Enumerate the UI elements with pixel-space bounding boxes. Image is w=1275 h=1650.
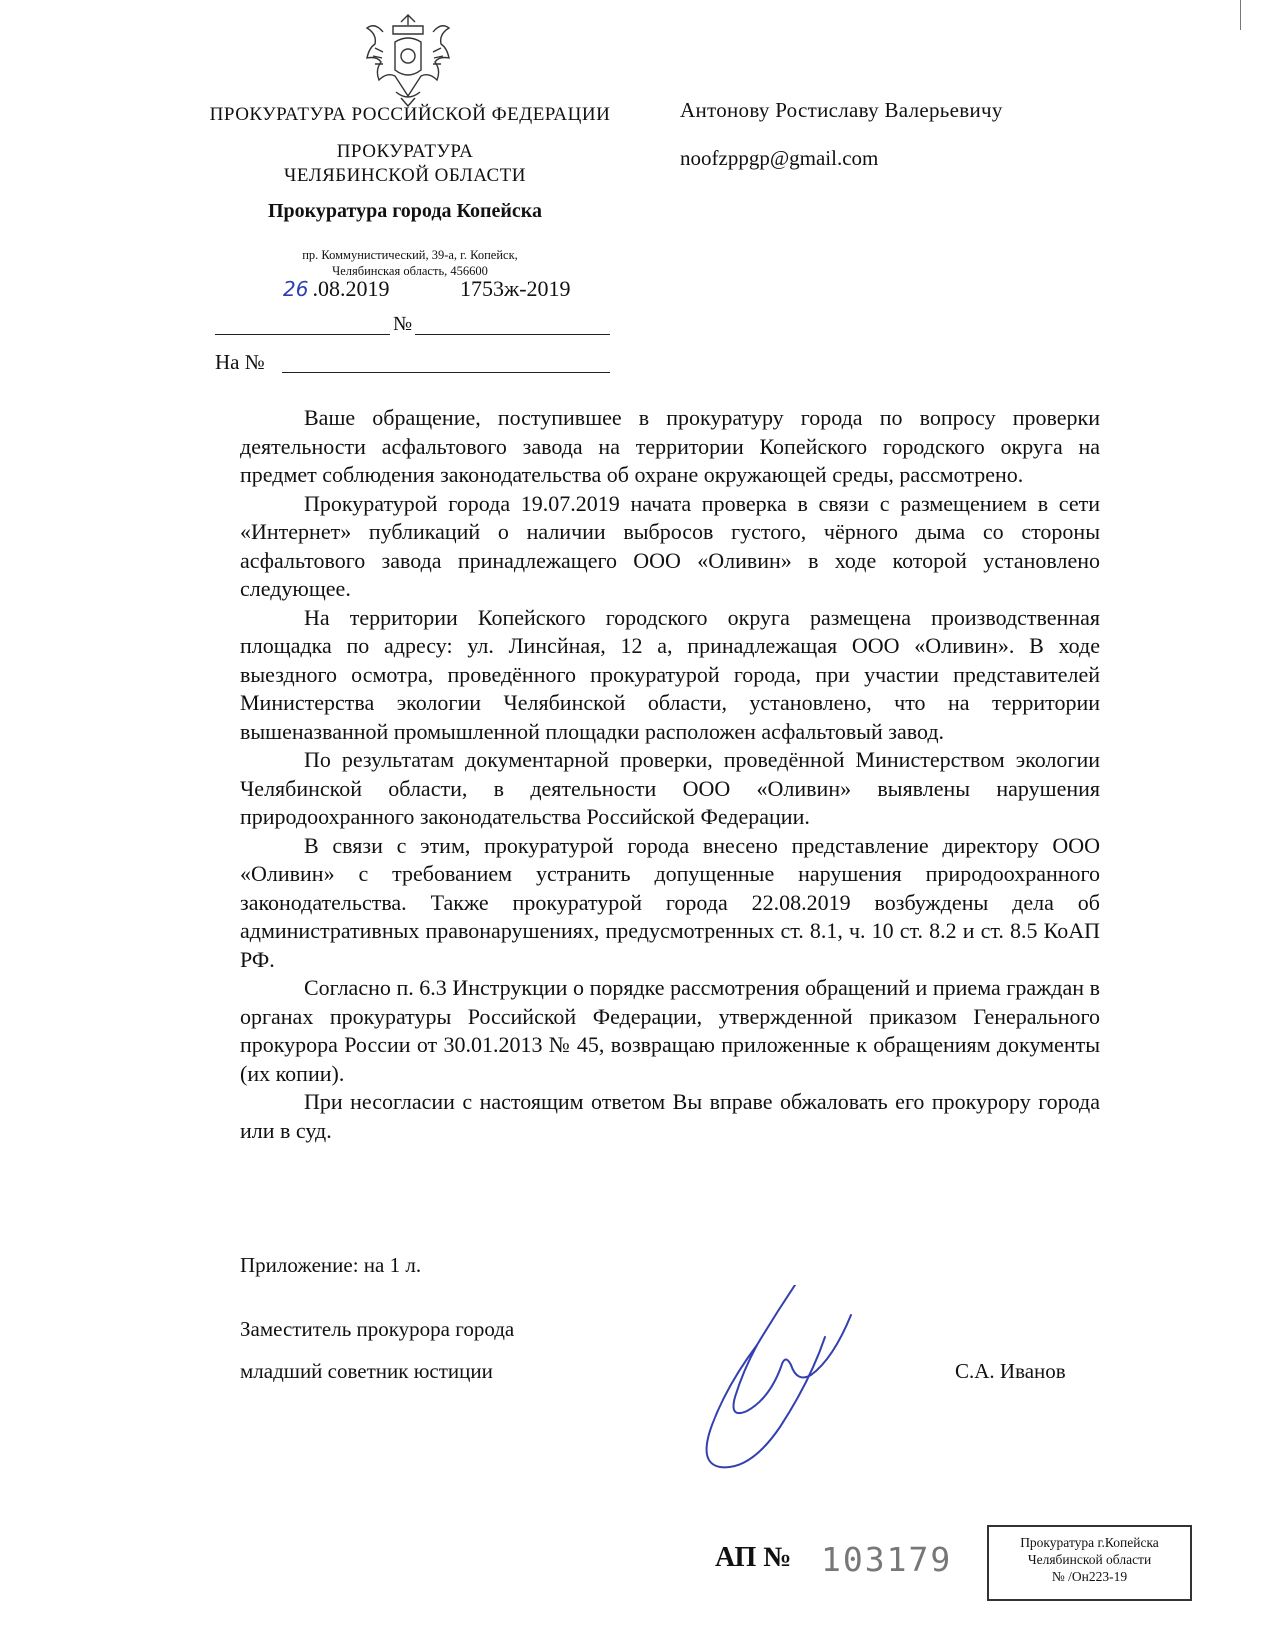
stamp-line2: Челябинской области bbox=[1027, 1552, 1152, 1567]
handwritten-day: 26 bbox=[283, 277, 309, 301]
body-paragraph: На территории Копейского городского округа размещена производственная площадка по адресу: ул. Линсйная, 12 а, принадлежащая ООО «Оливин». В ходе выездного осмотра, проведённого прокуратурой города, при участии представителей Министерства экологии Челябинской области, установлено, что на территории вышеназванной промышленной площадки расположен асфальтовый завод. bbox=[240, 604, 1100, 744]
number-underline bbox=[415, 334, 610, 335]
registration-stamp bbox=[987, 1525, 1192, 1601]
date-underline bbox=[215, 334, 390, 335]
ap-number: 103179 bbox=[821, 1540, 953, 1579]
stamp-line3: № /Он223-19 bbox=[1051, 1569, 1128, 1584]
stamp-line1: Прокуратура г.Копейска bbox=[1020, 1535, 1159, 1550]
handwritten-signature-icon bbox=[700, 1285, 870, 1470]
address-line2: Челябинская область, 456600 bbox=[332, 264, 488, 278]
reference-number-underline bbox=[282, 372, 610, 373]
attachment-note: Приложение: на 1 л. bbox=[240, 1253, 422, 1277]
letterhead-organization: ПРОКУРАТУРА РОССИЙСКОЙ ФЕДЕРАЦИИ bbox=[209, 104, 611, 125]
number-sign: № bbox=[393, 313, 413, 335]
signer-name: С.А. Иванов bbox=[955, 1359, 1066, 1383]
ap-label: АП № bbox=[715, 1542, 792, 1573]
body-paragraph: По результатам документарной проверки, проведённой Министерством экологии Челябинской области, в деятельности ООО «Оливин» выявлены нарушения природоохранного законодательства Российской Федерации. bbox=[240, 747, 1100, 829]
body-paragraph: При несогласии с настоящим ответом Вы вправе обжаловать его прокурору города или в суд. bbox=[240, 1089, 1100, 1143]
letterhead-address bbox=[250, 247, 570, 279]
signer-rank: младший советник юстиции bbox=[240, 1359, 493, 1383]
signer-position: Заместитель прокурора города bbox=[240, 1317, 515, 1341]
recipient-email: noofzppgp@gmail.com bbox=[680, 146, 879, 170]
letter-date bbox=[283, 276, 389, 302]
scan-edge-line bbox=[1240, 0, 1241, 30]
body-paragraph: Ваше обращение, поступившее в прокуратуру города по вопросу проверки деятельности асфальтового завода на территории Копейского городского округа на предмет соблюдения законодательства об охране окружающей среды, рассмотрено. bbox=[240, 405, 1100, 487]
letterhead-regional-line1: ПРОКУРАТУРА bbox=[336, 141, 474, 162]
body-paragraph: В связи с этим, прокуратурой города внесено представление директору ООО «Оливин» с требованием устранить допущенные нарушения природоохранного законодательства. Также прокуратурой города 22.08.2019 возбуждены дела об административных правонарушениях, предусмотренных ст. 8.1, ч. 10 ст. 8.2 и ст. 8.5 КоАП РФ. bbox=[240, 832, 1100, 972]
reference-number-label: На № bbox=[215, 350, 265, 374]
address-line1: пр. Коммунистический, 39-а, г. Копейск, bbox=[302, 248, 518, 262]
letter-number: 1753ж-2019 bbox=[460, 276, 571, 301]
recipient-name: Антонову Ростиславу Валерьевичу bbox=[680, 98, 1003, 122]
letter-body bbox=[240, 404, 1100, 1145]
russian-coat-of-arms-icon bbox=[363, 12, 453, 108]
body-paragraph: Прокуратурой города 19.07.2019 начата проверка в связи с размещением в сети «Интернет» публикаций о наличии выбросов густого, чёрного дыма со стороны асфальтового завода принадлежащего ООО «Оливин» в ходе которой установлено следующее. bbox=[240, 490, 1100, 601]
letterhead-city-office: Прокуратура города Копейска bbox=[268, 200, 542, 222]
date-rest: .08.2019 bbox=[312, 276, 390, 301]
letterhead-regional-line2: ЧЕЛЯБИНСКОЙ ОБЛАСТИ bbox=[284, 165, 526, 186]
body-paragraph: Согласно п. 6.3 Инструкции о порядке рассмотрения обращений и приема граждан в органах прокуратуры Российской Федерации, утвержденной приказом Генерального прокурора России от 30.01.2013 № 45, возвращаю приложенные к обращениям документы (их копии). bbox=[240, 975, 1100, 1086]
letterhead-regional-office bbox=[230, 140, 580, 188]
